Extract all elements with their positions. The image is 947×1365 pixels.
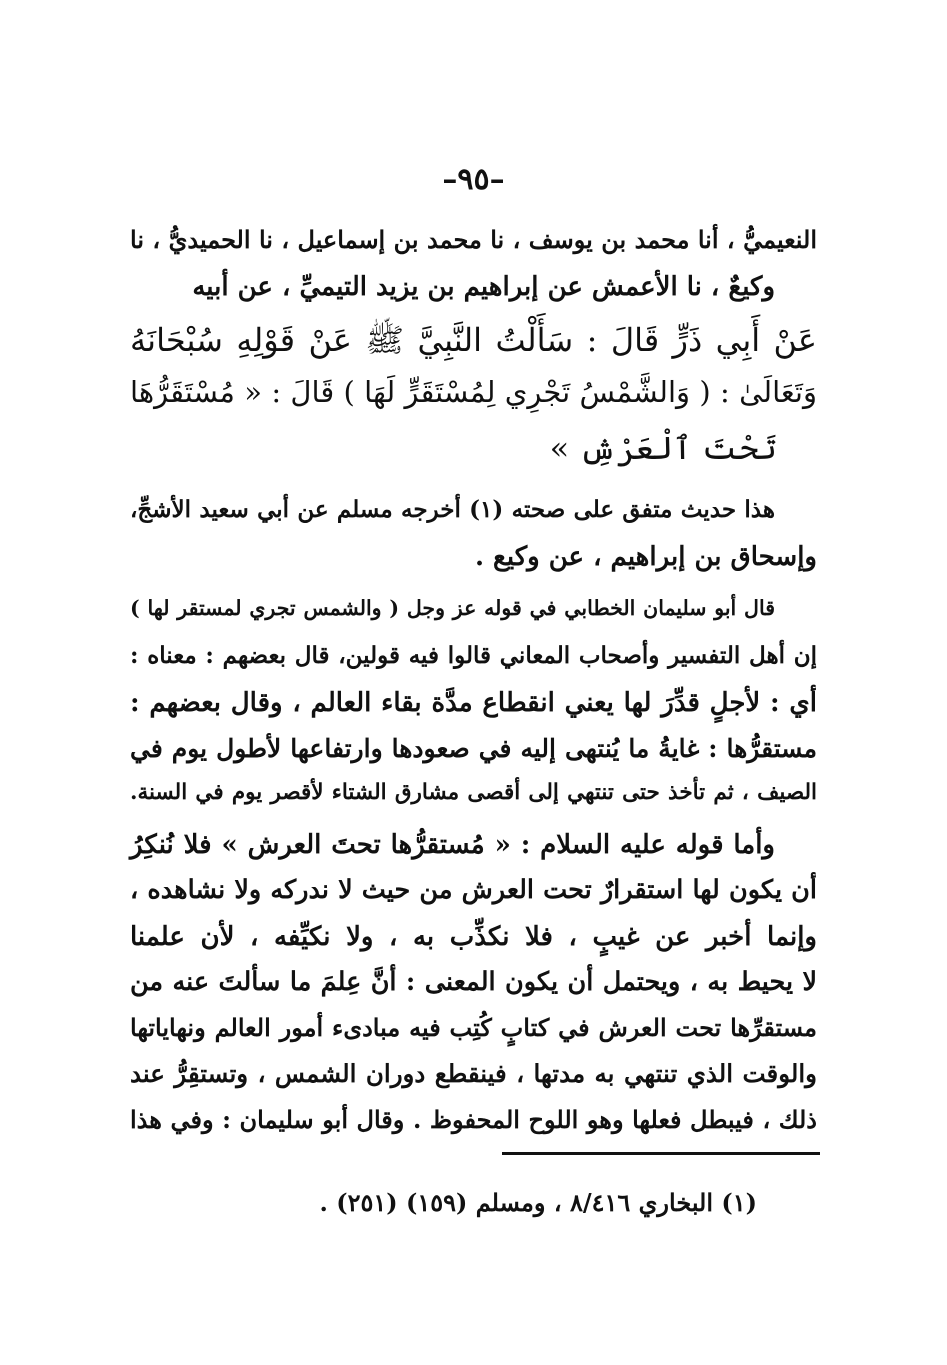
commentary-line-2: إن أهل التفسير وأصحاب المعاني قالوا فيه قولين، قال بعضهم : معناه : (130, 642, 817, 669)
footnote-separator (502, 1152, 820, 1155)
page-number: –٩٥– (442, 162, 505, 197)
commentary-line-4: مستقرُّها : غايةُ ما يُنتهى إليه في صعودها وارتفاعها لأطول يوم في (130, 734, 817, 763)
commentary-line-12: ذلك ، فيبطل فعلها وهو اللوح المحفوظ . وقال أبو سليمان : وفي هذا (130, 1105, 817, 1134)
commentary-line-5: الصيف ، ثم تأخذ حتى تنتهي إلى أقصى مشارق الشتاء لأقصر يوم في السنة. (130, 780, 817, 805)
hadith-line-1: عَنْ أَبِي ذَرٍّ قَالَ : سَأَلْتُ النَّبِيَّ ﷺ عَنْ قَوْلِهِ سُبْحَانَهُ (130, 321, 817, 359)
commentary-line-11: والوقت الذي تنتهي به مدتها ، فينقطع دوران الشمس ، وتستقِرُّ عند (130, 1059, 817, 1088)
hadith-line-2: وَتَعَالَىٰ : ( وَالشَّمْسُ تَجْرِي لِمُسْتَقَرٍّ لَهَا ) قَالَ : « مُسْتَقَرُّهَا (130, 375, 817, 409)
commentary-line-9: لا يحيط به ، ويحتمل أن يكون المعنى : أنَّ عِلمَ ما سألتَ عنه من (130, 967, 817, 997)
commentary-line-1: قال أبو سليمان الخطابي في قوله عز وجل ( والشمس تجري لمستقر لها ) (130, 596, 775, 620)
takhrij-line-2: وإسحاق بن إبراهيم ، عن وكيع . (474, 542, 817, 572)
takhrij-line-1: هذا حديث متفق على صحته (١) أخرجه مسلم عن أبي سعيد الأشجِّ، (130, 496, 775, 523)
commentary-line-10: مستقرِّها تحت العرش في كتابٍ كُتِب فيه مبادىء أمور العالم ونهاياتها (130, 1013, 817, 1042)
commentary-line-8: وإنما أخبر عن غيبٍ ، فلا نكذِّب به ، ولا نكيِّفه ، لأن علمنا (130, 922, 817, 952)
isnad-line-2: وكيعٌ ، نا الأعمش عن إبراهيم بن يزيد التيميِّ ، عن أبيه (192, 272, 775, 302)
footnote: (١) البخاري ٨/٤١٦ ، ومسلم (١٥٩) (٢٥١) . (319, 1188, 757, 1217)
commentary-line-3: أي : لأجلٍ قدِّرَ لها يعني انقطاع مدَّة بقاء العالم ، وقال بعضهم : (130, 688, 817, 718)
hadith-line-3: تَحْتَ ٱلْعَرْشِ » (549, 429, 777, 467)
isnad-line-1: النعيميُّ ، أنا محمد بن يوسف ، نا محمد بن إسماعيل ، نا الحميديُّ ، نا (130, 225, 817, 254)
commentary-line-7: أن يكون لها استقرارٌ تحت العرش من حيث لا ندركه ولا نشاهده ، (130, 875, 817, 905)
commentary-line-6: وأما قوله عليه السلام : « مُستقرُّها تحتَ العرش » فلا نُنكِرُ (130, 830, 775, 860)
